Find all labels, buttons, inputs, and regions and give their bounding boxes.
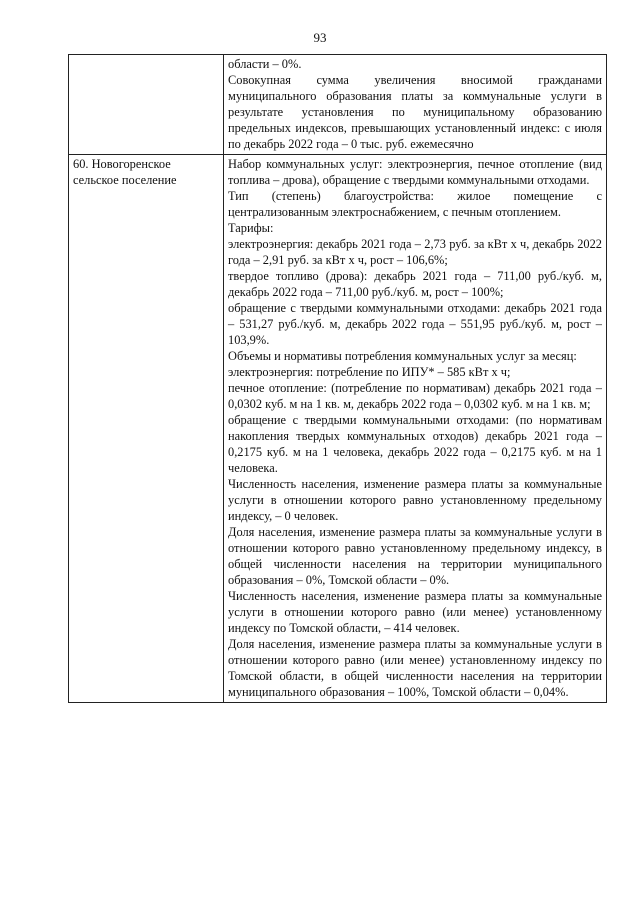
- paragraph: обращение с твердыми коммунальными отходами: декабрь 2021 года – 531,27 руб./куб. м, декабрь 2022 года – 551,95 руб./куб. м, рост – 103,9%.: [228, 301, 602, 347]
- paragraph: твердое топливо (дрова): декабрь 2021 года – 711,00 руб./куб. м, декабрь 2022 года – 711,00 руб./куб. м, рост – 100%;: [228, 269, 602, 299]
- paragraph: Численность населения, изменение размера платы за коммунальные услуги в отношении которого равно (или менее) установленному индексу по Томской области, – 414 человек.: [228, 589, 602, 635]
- table-row: [69, 55, 607, 155]
- page-number: 93: [313, 30, 327, 45]
- paragraph: области – 0%.: [228, 57, 302, 71]
- paragraph: Набор коммунальных услуг: электроэнергия, печное отопление (вид топлива – дрова), обращение с твердыми коммунальными отходами.: [228, 157, 602, 187]
- description-cell: [224, 55, 607, 155]
- paragraph: электроэнергия: декабрь 2021 года – 2,73 руб. за кВт х ч, декабрь 2022 года – 2,91 руб. за кВт х ч, рост – 106,6%;: [228, 237, 602, 267]
- paragraph: Совокупная сумма увеличения вносимой гражданами муниципального образования платы за коммунальные услуги в результате установления по муниципальному образованию предельных индексов, превышающих установленный индекс: с июля по декабрь 2022 года – 0 тыс. руб. ежемесячно: [228, 73, 602, 151]
- municipality-cell: [69, 55, 224, 155]
- description-cell: [224, 155, 607, 703]
- paragraph: печное отопление: (потребление по нормативам) декабрь 2021 года – 0,0302 куб. м на 1 кв. м, декабрь 2022 года – 0,0302 куб. м на 1 кв. м;: [228, 381, 602, 411]
- paragraph: Доля населения, изменение размера платы за коммунальные услуги в отношении которого равно (или менее) установленному индексу по Томской области, в общей численности населения на территории муниципального образования – 100%, Томской области – 0,04%.: [228, 637, 602, 699]
- paragraph: обращение с твердыми коммунальными отходами: (по нормативам накопления твердых коммунальных отходов) декабрь 2021 года – 0,2175 куб. м на 1 человека, декабрь 2022 года – 0,2175 куб. м на 1 человека.: [228, 413, 602, 475]
- paragraph: Численность населения, изменение размера платы за коммунальные услуги в отношении которого равно установленному предельному индексу, – 0 человек.: [228, 477, 602, 523]
- table-row: [69, 155, 607, 703]
- paragraph: Объемы и нормативы потребления коммунальных услуг за месяц:: [228, 349, 577, 363]
- paragraph: Тарифы:: [228, 221, 274, 235]
- paragraph: электроэнергия: потребление по ИПУ* – 585 кВт х ч;: [228, 365, 511, 379]
- paragraph: Доля населения, изменение размера платы за коммунальные услуги в отношении которого равно установленному предельному индексу, в общей численности населения на территории муниципального образования – 0%, Томской области – 0%.: [228, 525, 602, 587]
- document-table: [68, 54, 607, 703]
- paragraph: Тип (степень) благоустройства: жилое помещение с централизованным электроснабжением, с печным отоплением.: [228, 189, 602, 219]
- municipality-cell: 60. Новогоренское сельское поселение: [69, 155, 224, 703]
